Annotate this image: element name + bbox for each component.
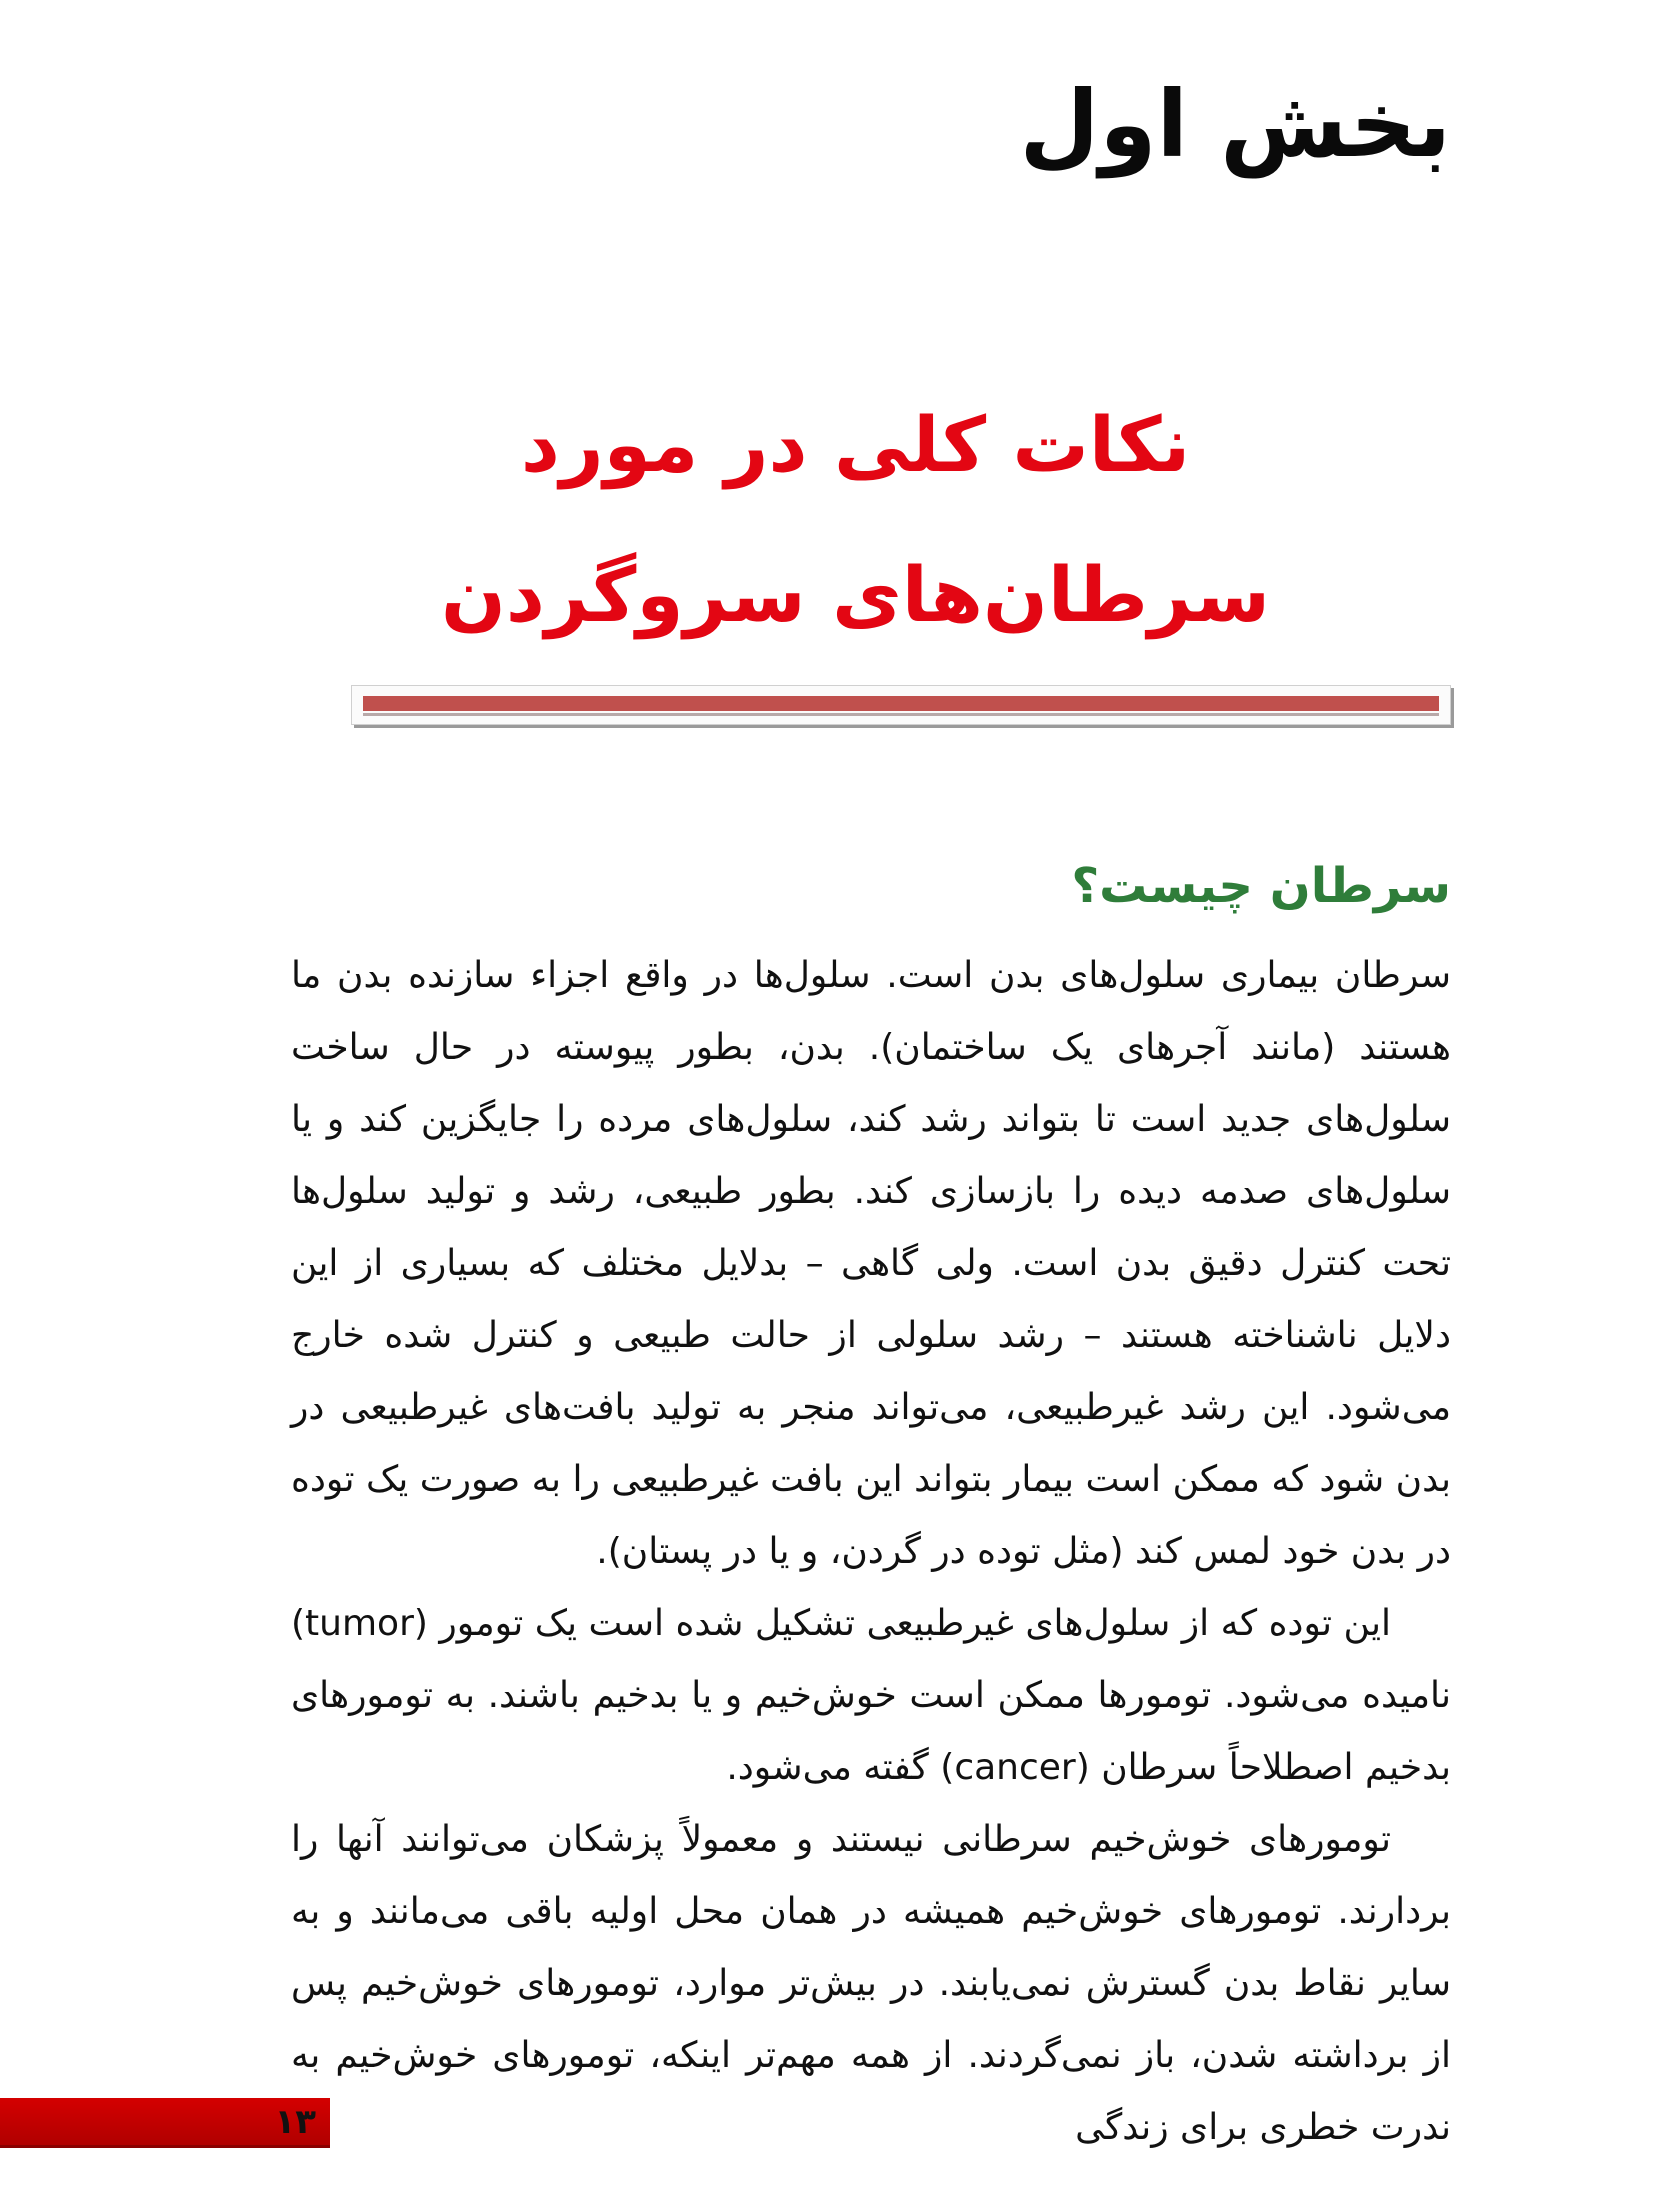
body-text [291,940,1451,2164]
part-title: بخش اول [1019,71,1451,178]
page-number: ۱۳ [274,2102,316,2142]
divider-underline [363,713,1439,716]
title-divider [351,685,1451,725]
section-heading: سرطان چیست؟ [1071,858,1451,914]
paragraph: سرطان بیماری سلول‌های بدن است. سلول‌ها در واقع اجزاء سازنده بدن ما هستند (مانند آجرهای یک ساختمان). بدن، بطور پیوسته در حال ساخت سلول‌های جدید است تا بتواند رشد کند، سلول‌های مرده را جایگزین کند و یا سلول‌های صدمه دیده را بازسازی کند. بطور طبیعی، رشد و تولید سلول‌ها تحت کنترل دقیق بدن است. ولی گاهی – بدلایل مختلف که بسیاری از این دلایل ناشناخته هستند – رشد سلولی از حالت طبیعی و کنترل شده خارج می‌شود. این رشد غیرطبیعی، می‌تواند منجر به تولید بافت‌های غیرطبیعی در بدن شود که ممکن است بیمار بتواند این بافت غیرطبیعی را به صورت یک توده در بدن خود لمس کند (مثل توده در گردن، و یا در پستان). [291,955,1451,1572]
divider-bar [363,696,1439,711]
page-footer [0,2098,330,2148]
paragraph: این توده که از سلول‌های غیرطبیعی تشکیل شده است یک تومور (tumor) نامیده می‌شود. تومورها ممکن است خوش‌خیم و یا بدخیم باشند. به تومورهای بدخیم اصطلاحاً سرطان (cancer) گفته می‌شود. [291,1603,1451,1788]
paragraph: تومورهای خوش‌خیم سرطانی نیستند و معمولاً پزشکان می‌توانند آنها را بردارند. تومورهای خوش‌خیم همیشه در همان محل اولیه باقی می‌مانند و به سایر نقاط بدن گسترش نمی‌یابند. در بیش‌تر موارد، تومورهای خوش‌خیم پس از برداشته شدن، باز نمی‌گردند. از همه مهم‌تر اینکه، تومورهای خوش‌خیم به ندرت خطری برای زندگی [291,1819,1451,2148]
chapter-title: نکات کلی در مورد سرطان‌های سروگردن [441,400,1270,639]
